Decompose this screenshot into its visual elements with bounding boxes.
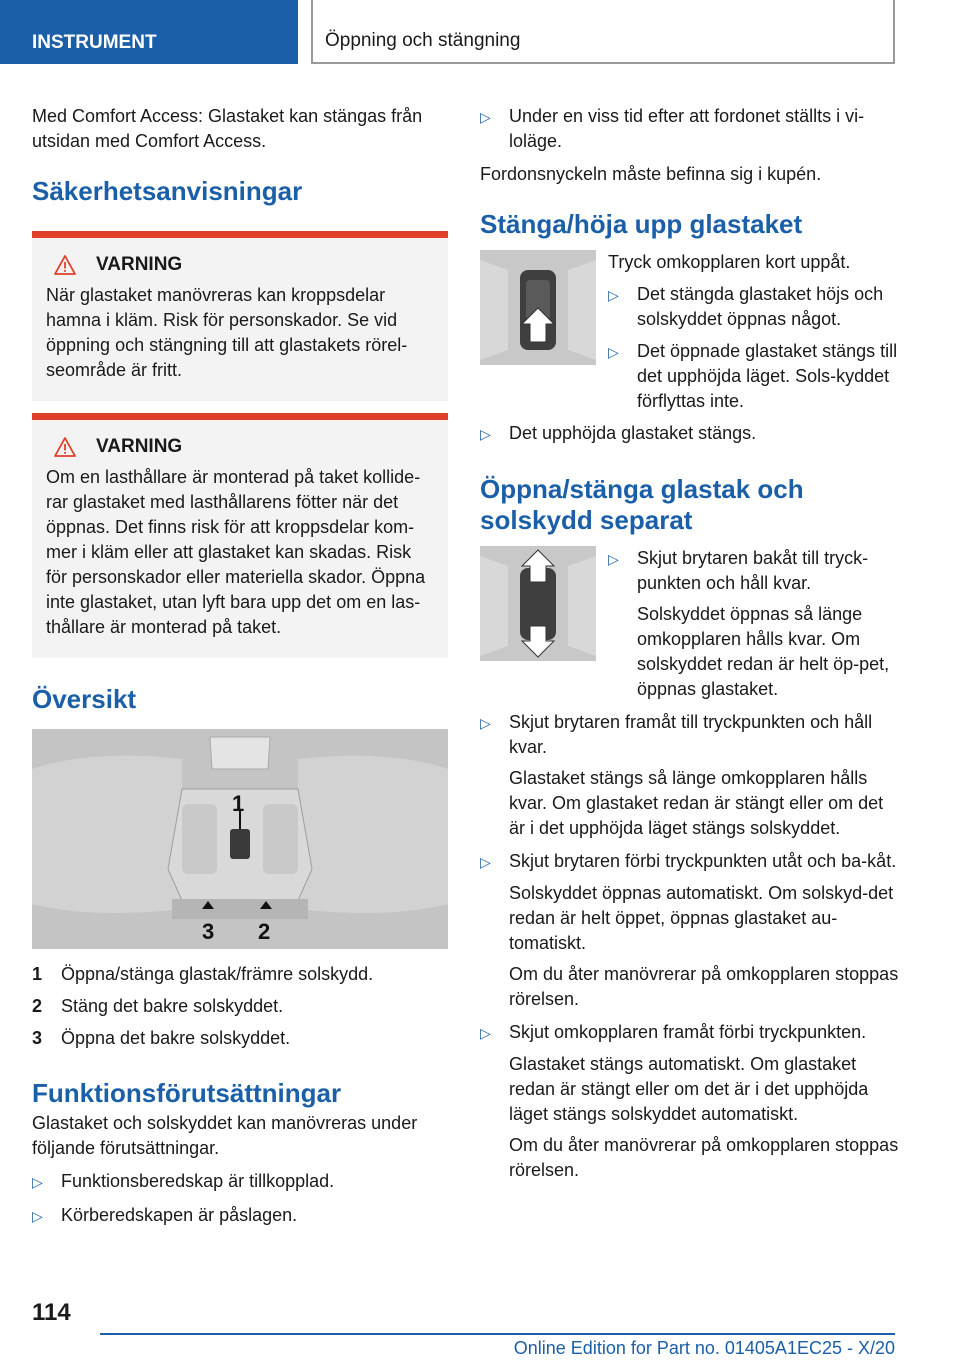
triangle-bullet-icon: ▷ xyxy=(480,1025,491,1041)
left-column xyxy=(32,104,448,1229)
triangle-bullet-icon: ▷ xyxy=(480,854,491,870)
triangle-bullet-icon: ▷ xyxy=(32,1208,43,1224)
key-text: Fordonsnyckeln måste befinna sig i kupén. xyxy=(480,164,822,184)
close-heading: Stänga/höja upp glastaket xyxy=(480,209,803,239)
separate-bullet-3-detail-2: Om du åter manövrerar på omkopplaren stoppas rörelsen. xyxy=(509,964,899,1009)
separate-bullet-1: ▷ Skjut brytaren bakåt till tryck-punkten och håll kvar. xyxy=(608,546,900,596)
func-text: Glastaket och solskyddet kan manövreras under följande förutsättningar. xyxy=(32,1113,418,1158)
footer-divider xyxy=(100,1333,895,1335)
triangle-bullet-icon: ▷ xyxy=(480,426,491,442)
close-bullet-3: ▷ Det upphöjda glastaket stängs. xyxy=(480,421,900,447)
switch-up-illustration xyxy=(480,250,596,365)
triangle-bullet-icon: ▷ xyxy=(32,1174,43,1190)
edition-link[interactable]: Online Edition for Part no. 01405A1EC25 - X/20 xyxy=(513,1338,895,1358)
close-intro: Tryck omkopplaren kort uppåt. xyxy=(608,252,851,272)
overview-heading: Översikt xyxy=(32,684,137,714)
triangle-bullet-icon: ▷ xyxy=(608,344,619,360)
separate-heading-line-1: Öppna/stänga glastak och xyxy=(480,474,804,504)
close-block xyxy=(480,250,900,414)
func-bullet-2: ▷ Körberedskapen är påslagen. xyxy=(32,1203,448,1229)
func-heading: Funktionsförutsättningar xyxy=(32,1078,342,1108)
triangle-bullet-icon: ▷ xyxy=(608,287,619,303)
legend-item-2: 2 Stäng det bakre solskyddet. xyxy=(32,996,284,1016)
legend-item-1: 1 Öppna/stänga glastak/främre solskydd. xyxy=(32,964,374,984)
switch-up-figure xyxy=(480,250,596,365)
triangle-bullet-icon: ▷ xyxy=(480,109,491,125)
callout-2: 2 xyxy=(258,919,271,944)
page-number: 114 xyxy=(32,1299,71,1326)
separate-bullet-4: ▷ Skjut omkopplaren framåt förbi tryckpunkten. xyxy=(480,1020,900,1046)
separate-heading xyxy=(480,474,900,536)
overview-figure xyxy=(32,729,448,949)
separate-bullet-1-detail: Solskyddet öppnas så länge omkopplaren hålls kvar. Om solskyddet redan är helt öp-pet, öppnas glastaket. xyxy=(637,604,890,699)
warning-header-1 xyxy=(54,252,434,277)
warning-label-2: VARNING xyxy=(96,436,183,457)
legend-item-3: 3 Öppna det bakre solskyddet. xyxy=(32,1028,291,1048)
separate-block xyxy=(480,546,900,702)
warning-triangle-icon xyxy=(54,437,76,457)
separate-heading-line-2: solskydd separat xyxy=(480,505,693,535)
separate-bullet-4-detail-1: Glastaket stängs automatiskt. Om glastaket redan är stängt eller om det är i det upphöjda läget stängs solskyddet automatiskt. xyxy=(509,1054,869,1124)
close-bullet-2: ▷ Det öppnade glastaket stängs till det upphöjda läget. Sols-kyddet förflyttas inte. xyxy=(608,339,900,414)
warning-box-1 xyxy=(32,231,448,401)
separate-bullet-3-detail-1: Solskyddet öppnas automatiskt. Om solskyd-det redan är helt öppet, öppnas glastaket au-tomatiskt. xyxy=(509,883,894,953)
roof-console-illustration xyxy=(32,729,448,949)
figure-legend xyxy=(32,962,448,1051)
section-title-text: Öppning och stängning xyxy=(325,30,521,51)
separate-bullet-2: ▷ Skjut brytaren framåt till tryckpunkten och håll kvar. xyxy=(480,710,900,760)
close-bullet-1: ▷ Det stängda glastaket höjs och solskyddet öppnas något. xyxy=(608,282,900,332)
right-column xyxy=(480,104,900,1183)
chapter-tab[interactable] xyxy=(0,0,298,64)
separate-bullet-4-detail-2: Om du åter manövrerar på omkopplaren stoppas rörelsen. xyxy=(509,1135,899,1180)
switch-updown-figure xyxy=(480,546,596,661)
callout-3: 3 xyxy=(202,919,215,944)
callout-1: 1 xyxy=(232,791,245,816)
warning-header-2 xyxy=(54,434,434,459)
warning-text-1: När glastaket manövreras kan kroppsdelar hamna i kläm. Risk för personskador. Se vid öppning och stängning till att glastakets rörel-seområde är fritt. xyxy=(46,285,408,380)
warning-label-1: VARNING xyxy=(96,254,183,275)
warning-triangle-icon xyxy=(54,255,76,275)
switch-updown-illustration xyxy=(480,546,596,661)
separate-bullet-2-detail: Glastaket stängs så länge omkopplaren hålls kvar. Om glastaket redan är stängt eller om det är i det upphöjda läget stängs solskyddet. xyxy=(509,768,884,838)
chapter-label: INSTRUMENT xyxy=(32,32,157,53)
separate-bullet-3: ▷ Skjut brytaren förbi tryckpunkten utåt och ba-kåt. xyxy=(480,849,900,875)
close-text xyxy=(608,250,900,414)
triangle-bullet-icon: ▷ xyxy=(480,715,491,731)
safety-heading: Säkerhetsanvisningar xyxy=(32,176,303,206)
triangle-bullet-icon: ▷ xyxy=(608,551,619,567)
func-bullet-1: ▷ Funktionsberedskap är tillkopplad. xyxy=(32,1169,448,1195)
section-title xyxy=(311,0,895,64)
func-bullet-3: ▷ Under en viss tid efter att fordonet ställts i vi-loläge. xyxy=(480,104,900,154)
intro-text: Med Comfort Access: Glastaket kan stängas från utsidan med Comfort Access. xyxy=(32,106,423,151)
separate-text xyxy=(608,546,900,702)
warning-text-2: Om en lasthållare är monterad på taket kollide-rar glastaket med lasthållarens fötter när det öppnas. Det finns risk för att kroppsdelar kom-mer i kläm eller att glastaket kan skadas. Risk för personskador eller materiella skador. Öppna inte glastaket, utan lyft bara upp det om en las-thållare är monterad på taket. xyxy=(46,467,426,637)
warning-box-2 xyxy=(32,413,448,658)
